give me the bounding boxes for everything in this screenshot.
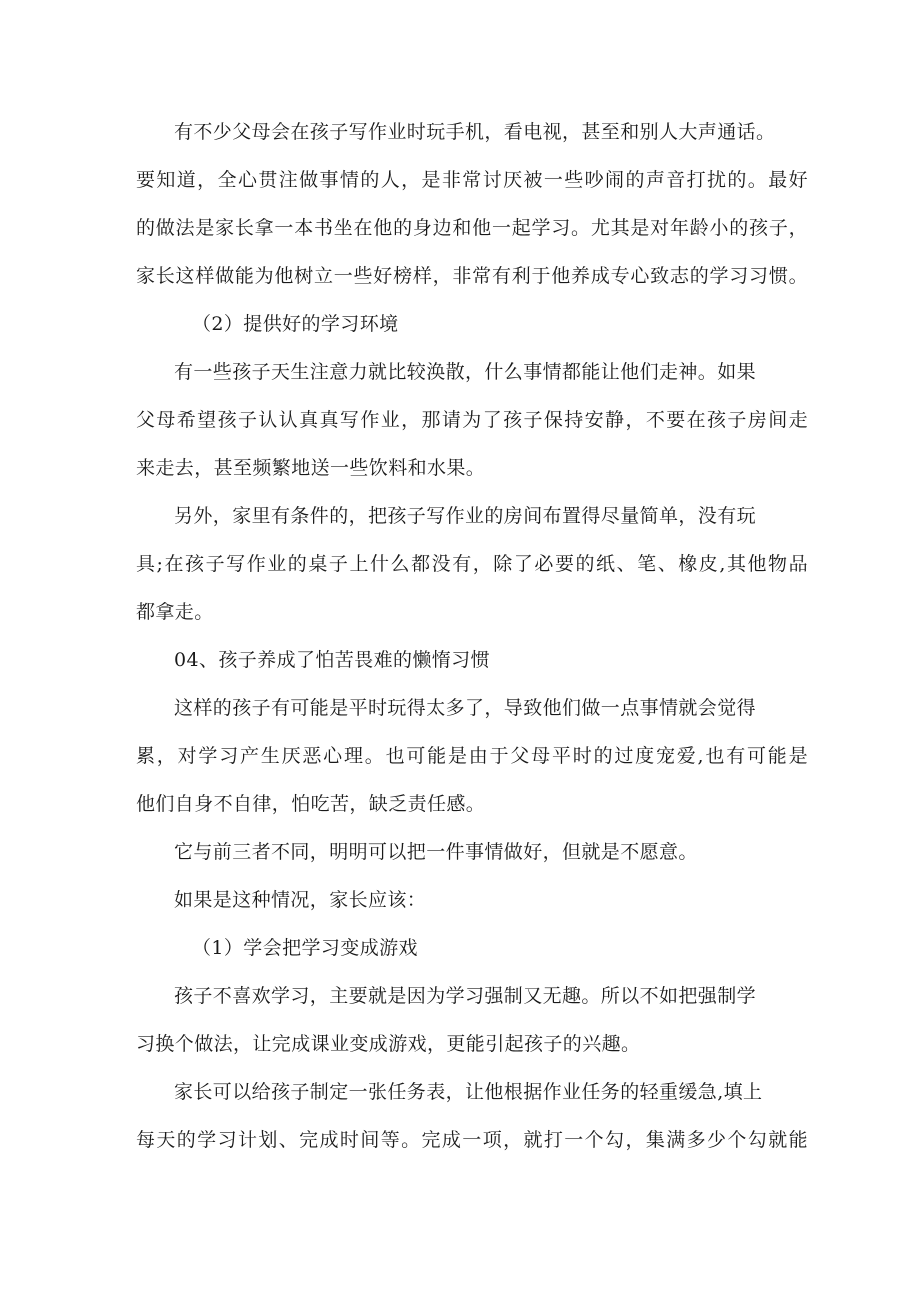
paragraph-line: 有不少父母会在孩子写作业时玩手机，看电视，甚至和别人大声通话。 bbox=[174, 121, 776, 143]
document-page bbox=[136, 108, 808, 1164]
paragraph-line: 习换个做法，让完成课业变成游戏，更能引起孩子的兴趣。 bbox=[136, 1033, 641, 1055]
paragraph-line: 这样的孩子有可能是平时玩得太多了，导致他们做一点事情就会觉得 bbox=[174, 697, 757, 719]
paragraph-line: 有一些孩子天生注意力就比较涣散，什么事情都能让他们走神。如果 bbox=[174, 361, 757, 383]
paragraph-line: 孩子不喜欢学习，主要就是因为学习强制又无趣。所以不如把强制学 bbox=[174, 985, 757, 1007]
paragraph-line: 家长可以给孩子制定一张任务表，让他根据作业任务的轻重缓急,填上 bbox=[174, 1081, 763, 1103]
paragraph-line: 每天的学习计划、完成时间等。完成一项，就打一个勾，集满多少个勾就能 bbox=[136, 1129, 808, 1151]
section-heading: 04、孩子养成了怕苦畏难的懒惰习惯 bbox=[174, 649, 490, 671]
paragraph-line: 具;在孩子写作业的桌子上什么都没有，除了必要的纸、笔、橡皮,其他物品 bbox=[136, 553, 808, 575]
paragraph-line: 它与前三者不同，明明可以把一件事情做好，但就是不愿意。 bbox=[174, 841, 698, 863]
paragraph-line: 都拿走。 bbox=[136, 601, 214, 623]
section-subheading: （1）学会把学习变成游戏 bbox=[192, 937, 418, 959]
paragraph-line: 累，对学习产生厌恶心理。也可能是由于父母平时的过度宠爱,也有可能是 bbox=[136, 745, 808, 767]
paragraph-line: 另外，家里有条件的，把孩子写作业的房间布置得尽量简单，没有玩 bbox=[174, 505, 757, 527]
section-subheading: （2）提供好的学习环境 bbox=[192, 313, 399, 335]
paragraph-line: 他们自身不自律，怕吃苦，缺乏责任感。 bbox=[136, 793, 486, 815]
paragraph-line: 如果是这种情况，家长应该： bbox=[174, 889, 427, 911]
paragraph-line: 来走去，甚至频繁地送一些饮料和水果。 bbox=[136, 457, 486, 479]
paragraph-line: 家长这样做能为他树立一些好榜样，非常有利于他养成专心致志的学习习惯。 bbox=[136, 265, 808, 287]
paragraph-line: 父母希望孩子认认真真写作业，那请为了孩子保持安静，不要在孩子房间走 bbox=[136, 409, 808, 431]
paragraph-line: 的做法是家长拿一本书坐在他的身边和他一起学习。尤其是对年龄小的孩子， bbox=[136, 217, 808, 239]
paragraph-line: 要知道，全心贯注做事情的人，是非常讨厌被一些吵闹的声音打扰的。最好 bbox=[136, 169, 808, 191]
